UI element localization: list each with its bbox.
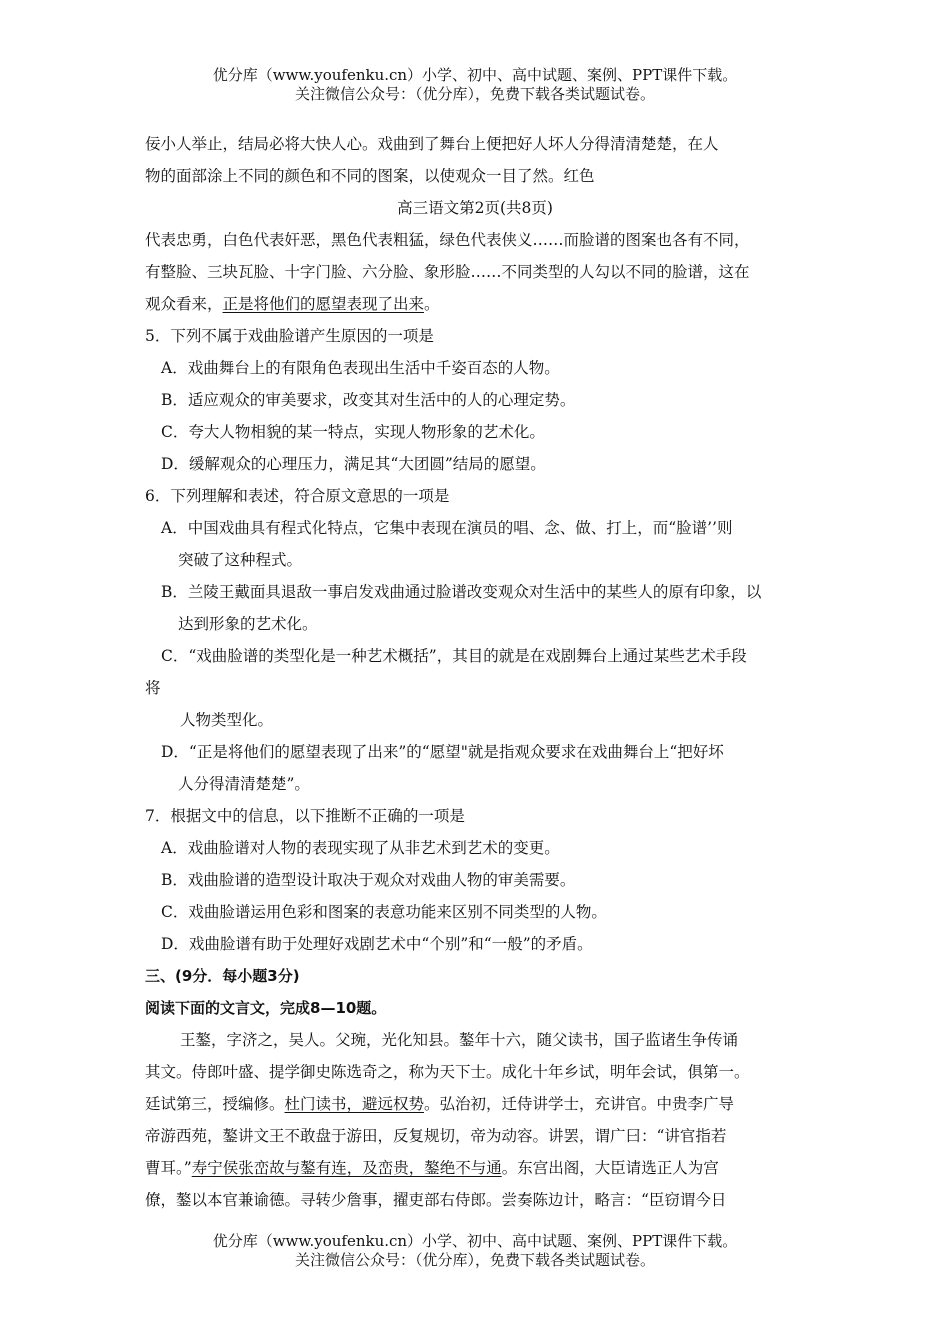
classical-passage-line: 王鏊，字济之，吴人。父琬，光化知县。鏊年十六，随父读书，国子监诸生争传诵: [180, 1031, 739, 1049]
text-segment: 。弘治初，迁侍讲学士，充讲官。中贵李广导: [424, 1095, 735, 1113]
question-7-stem: 7．根据文中的信息，以下推断不正确的一项是: [145, 807, 465, 825]
classical-passage-line: 其文。侍郎叶盛、提学御史陈选奇之，称为天下士。成化十年乡试，明年会试，俱第一。: [145, 1063, 750, 1081]
question-6-option-b: B．兰陵王戴面具退敌一事启发戏曲通过脸谱改变观众对生活中的某些人的原有印象，以: [161, 583, 762, 601]
text-segment: 廷试第三，授编修。: [145, 1095, 285, 1113]
question-6-option-d: D．“正是将他们的愿望表现了出来”的“愿望"就是指观众要求在戏曲舞台上“把好坏: [161, 743, 724, 761]
section-3-instruction: 阅读下面的文言文，完成8—10题。: [145, 999, 387, 1017]
question-5-stem: 5．下列不属于戏曲脸谱产生原因的一项是: [145, 327, 434, 345]
classical-passage-line: 帝游西苑，鏊讲文王不敢盘于游田，反复规切，帝为动容。讲罢，谓广曰：“讲官指若: [145, 1127, 727, 1145]
question-6-option-d-cont: 人分得清清楚楚”。: [178, 775, 310, 793]
passage-line: [145, 294, 440, 314]
question-6-option-b-cont: 达到形象的艺术化。: [178, 615, 318, 633]
page-number-label: 高三语文第2页(共8页): [397, 199, 553, 217]
footer-line-1: 优分库（www.youfenku.cn）小学、初中、高中试题、案例、PPT课件下载。: [212, 1232, 738, 1250]
question-6-stem: 6．下列理解和表述，符合原文意思的一项是: [145, 487, 450, 505]
question-5-option-a: A．戏曲舞台上的有限角色表现出生活中千姿百态的人物。: [161, 359, 560, 377]
question-5-option-c: C．夸大人物相貌的某一特点，实现人物形象的艺术化。: [161, 423, 545, 441]
page-header: [0, 66, 950, 104]
footer-line-2: 关注微信公众号：（优分库），免费下载各类试题试卷。: [294, 1251, 655, 1269]
text-segment: 曹耳。”: [145, 1159, 192, 1177]
text-segment: 。: [424, 295, 440, 313]
question-5-option-d: D．缓解观众的心理压力，满足其“大团圆”结局的愿望。: [161, 455, 546, 473]
passage-line: 有整脸、三块瓦脸、十字门脸、六分脸、象形脸……不同类型的人勾以不同的脸谱，这在: [145, 263, 750, 281]
question-7-option-c: C．戏曲脸谱运用色彩和图案的表意功能来区别不同类型的人物。: [161, 903, 607, 921]
question-6-option-c-cont: 人物类型化。: [180, 711, 274, 729]
question-6-option-a: A．中国戏曲具有程式化特点，它集中表现在演员的唱、念、做、打上，而“脸谱’’则: [161, 519, 733, 537]
underlined-phrase: 正是将他们的愿望表现了出来: [222, 295, 425, 313]
text-segment: 。东宫出阁，大臣请选正人为宫: [501, 1159, 719, 1177]
passage-line: 佞小人举止，结局必将大快人心。戏曲到了舞台上便把好人坏人分得清清楚楚，在人: [145, 135, 719, 153]
classical-passage-line: [145, 1158, 719, 1178]
classical-passage-line: 僚，鏊以本官兼谕德。寻转少詹事，擢吏部右侍郎。尝奏陈边计，略言：“臣窃谓今日: [145, 1191, 727, 1209]
question-6-option-c-cont: 将: [145, 679, 161, 697]
passage-line: 代表忠勇，白色代表奸恶，黑色代表粗猛，绿色代表侠义……而脸谱的图案也各有不同，: [145, 231, 750, 249]
question-5-option-b: B．适应观众的审美要求，改变其对生活中的人的心理定势。: [161, 391, 576, 409]
question-7-option-a: A．戏曲脸谱对人物的表现实现了从非艺术到艺术的变更。: [161, 839, 560, 857]
header-line-2: 关注微信公众号：（优分库），免费下载各类试题试卷。: [294, 85, 655, 103]
passage-line: 物的面部涂上不同的颜色和不同的图案，以使观众一目了然。红色: [145, 167, 595, 185]
question-6-option-c: C．“戏曲脸谱的类型化是一种艺术概括”，其目的就是在戏剧舞台上通过某些艺术手段: [161, 647, 747, 665]
question-6-option-a-cont: 突破了这种程式。: [178, 551, 303, 569]
question-7-option-b: B．戏曲脸谱的造型设计取决于观众对戏曲人物的审美需要。: [161, 871, 576, 889]
text-segment: 观众看来，: [145, 295, 223, 313]
classical-passage-line: [145, 1094, 734, 1114]
section-3-title: 三、(9分．每小题3分): [145, 967, 300, 985]
page-footer: [0, 1232, 950, 1270]
underlined-phrase: 杜门读书，避远权势: [284, 1095, 425, 1113]
header-line-1: 优分库（www.youfenku.cn）小学、初中、高中试题、案例、PPT课件下载。: [212, 66, 738, 84]
underlined-phrase: 寿宁侯张峦故与鏊有连，及峦贵，鏊绝不与通: [191, 1159, 502, 1177]
question-7-option-d: D．戏曲脸谱有助于处理好戏剧艺术中“个别”和“一般”的矛盾。: [161, 935, 593, 953]
